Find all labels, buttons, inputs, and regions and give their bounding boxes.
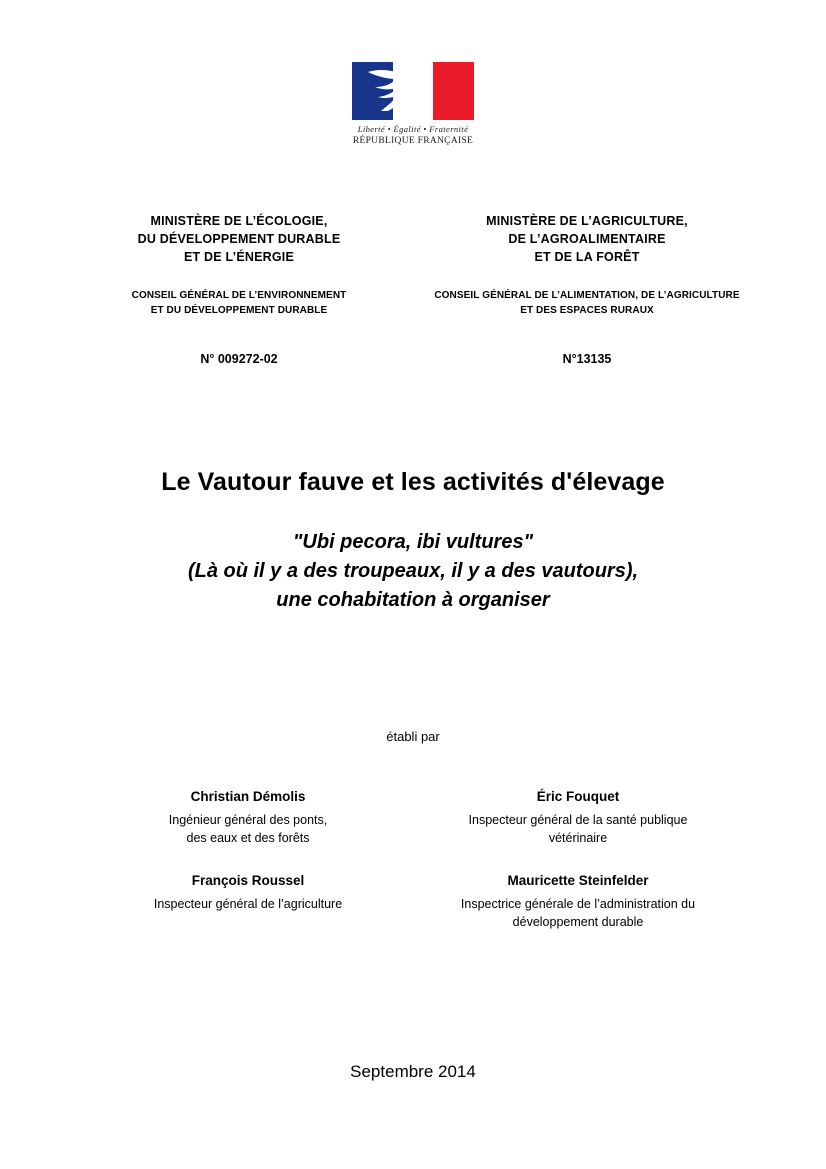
republic-motto: Liberté • Égalité • Fraternité <box>357 124 469 134</box>
author-entry <box>98 789 398 847</box>
document-subtitle <box>0 528 826 615</box>
authors-intro-label: établi par <box>386 729 440 744</box>
ministry-column-agriculture <box>422 212 752 366</box>
author-entry <box>98 873 398 931</box>
republic-logo-block <box>0 62 826 146</box>
subtitle-line-3: une cohabitation à organiser <box>276 589 550 611</box>
publication-date: Septembre 2014 <box>350 1062 476 1081</box>
author-name: Christian Démolis <box>190 789 306 804</box>
author-entry <box>428 789 728 847</box>
marianne-profile-icon <box>358 66 436 116</box>
author-role: Inspectrice générale de l’administration du développement durable <box>460 897 696 930</box>
council-name: CONSEIL GÉNÉRAL DE L’ENVIRONNEMENT ET DU DÉVELOPPEMENT DURABLE <box>131 290 347 317</box>
author-role: Inspecteur général de la santé publique vétérinaire <box>468 813 688 846</box>
subtitle-line-1: "Ubi pecora, ibi vultures" <box>292 531 534 553</box>
author-role: Ingénieur général des ponts, des eaux et des forêts <box>168 813 328 846</box>
authors-row <box>0 873 826 931</box>
ministry-name: MINISTÈRE DE L’AGRICULTURE, DE L’AGROALIMENTAIRE ET DE LA FORÊT <box>486 214 688 265</box>
report-reference-number: N°13135 <box>562 352 612 367</box>
ministry-name: MINISTÈRE DE L’ÉCOLOGIE, DU DÉVELOPPEMENT DURABLE ET DE L’ÉNERGIE <box>137 214 341 265</box>
author-name: François Roussel <box>191 873 305 889</box>
french-flag-marianne-icon <box>352 62 474 120</box>
flag-red-bar <box>433 62 474 120</box>
ministries-block <box>0 212 826 366</box>
ministry-column-ecology <box>74 212 404 366</box>
republic-name: RÉPUBLIQUE FRANÇAISE <box>352 136 474 146</box>
report-reference-number: N° 009272-02 <box>200 352 278 367</box>
authors-row <box>0 789 826 847</box>
author-name: Mauricette Steinfelder <box>507 873 649 889</box>
authors-block <box>0 789 826 932</box>
author-name: Éric Fouquet <box>536 789 620 804</box>
council-name: CONSEIL GÉNÉRAL DE L’ALIMENTATION, DE L’AGRICULTURE ET DES ESPACES RURAUX <box>434 290 740 317</box>
page-title: Le Vautour fauve et les activités d'élevage <box>161 468 665 496</box>
author-entry <box>428 873 728 931</box>
subtitle-line-2: (Là où il y a des troupeaux, il y a des vautours), <box>187 560 639 582</box>
author-role: Inspecteur général de l’agriculture <box>153 897 343 912</box>
